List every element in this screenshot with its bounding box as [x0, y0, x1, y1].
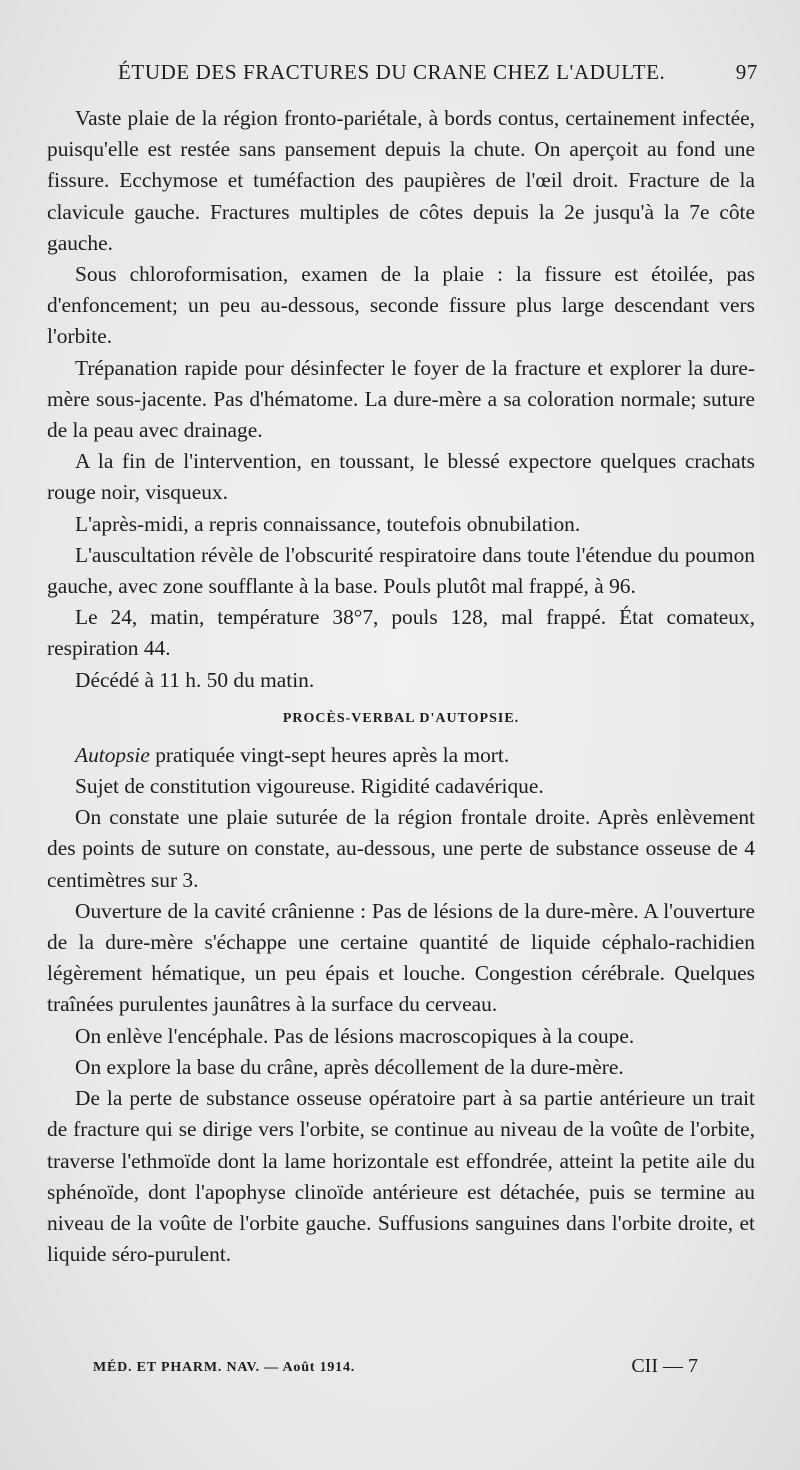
- paragraph: Ouverture de la cavité crânienne : Pas de lésions de la dure-mère. A l'ouverture de la dure-mère s'échappe une certaine quantité de liquide céphalo-rachidien légèrement hématique, un peu épais et louche. Congestion cérébrale. Quelques traînées purulentes jaunâtres à la surface du cerveau.: [47, 898, 755, 1017]
- footer-journal: MÉD. ET PHARM. NAV. — Août 1914.: [93, 1360, 356, 1375]
- paragraph: Sous chloroformisation, examen de la plaie : la fissure est étoilée, pas d'enfoncement; un peu au-dessous, seconde fissure plus large descendant vers l'orbite.: [47, 262, 755, 349]
- paragraph: L'auscultation révèle de l'obscurité respiratoire dans toute l'étendue du poumon gauche, avec zone soufflante à la base. Pouls plutôt mal frappé, à 96.: [47, 542, 755, 599]
- footer-signature: CII — 7: [631, 1355, 698, 1377]
- paragraph: Le 24, matin, température 38°7, pouls 128, mal frappé. État comateux, respiration 44.: [47, 605, 755, 661]
- running-title: ÉTUDE DES FRACTURES DU CRANE CHEZ L'ADULTE.: [118, 60, 666, 84]
- italic-term: Autopsie: [75, 742, 150, 767]
- paragraph: De la perte de substance osseuse opératoire part à sa partie antérieure un trait de fracture qui se dirige vers l'orbite, se continue au niveau de la voûte de l'orbite, traverse l'ethmoïde dont la lame horizontale est effondrée, atteint la petite aile du sphénoïde, dont l'apophyse clinoïde antérieure est détachée, puis se termine au niveau de la voûte de l'orbite gauche. Suffusions sanguines dans l'orbite droite, et liquide séro-purulent.: [47, 1086, 755, 1267]
- paragraph: Sujet de constitution vigoureuse. Rigidité cadavérique.: [75, 774, 544, 799]
- section-heading: PROCÈS-VERBAL D'AUTOPSIE.: [282, 710, 520, 726]
- paragraph: A la fin de l'intervention, en toussant, le blessé expectore quelques crachats rouge noir, visqueux.: [47, 449, 755, 505]
- paragraph: On enlève l'encéphale. Pas de lésions macroscopiques à la coupe.: [75, 1023, 635, 1048]
- paragraph: [47, 740, 755, 771]
- paragraph: On constate une plaie suturée de la région frontale droite. Après enlèvement des points de suture on constate, au-dessous, une perte de substance osseuse de 4 centimètres sur 3.: [47, 805, 755, 892]
- body-text: [47, 103, 755, 1270]
- paragraph: Trépanation rapide pour désinfecter le foyer de la fracture et explorer la dure-mère sous-jacente. Pas d'hématome. La dure-mère a sa coloration normale; suture de la peau avec drainage.: [47, 355, 755, 443]
- page-number: 97: [735, 60, 758, 84]
- paragraph-text: pratiquée vingt-sept heures après la mort.: [149, 742, 510, 767]
- paragraph: L'après-midi, a repris connaissance, toutefois obnubilation.: [75, 511, 581, 536]
- paragraph: Décédé à 11 h. 50 du matin.: [75, 667, 315, 692]
- paragraph: On explore la base du crâne, après décollement de la dure-mère.: [75, 1054, 624, 1079]
- paragraph: Vaste plaie de la région fronto-pariétale, à bords contus, certainement infectée, puisqu'elle est restée sans pansement depuis la chute. On aperçoit au fond une fissure. Ecchymose et tuméfaction des paupières de l'œil droit. Fracture de la clavicule gauche. Fractures multiples de côtes depuis la 2e jusqu'à la 7e côte gauche.: [47, 106, 755, 255]
